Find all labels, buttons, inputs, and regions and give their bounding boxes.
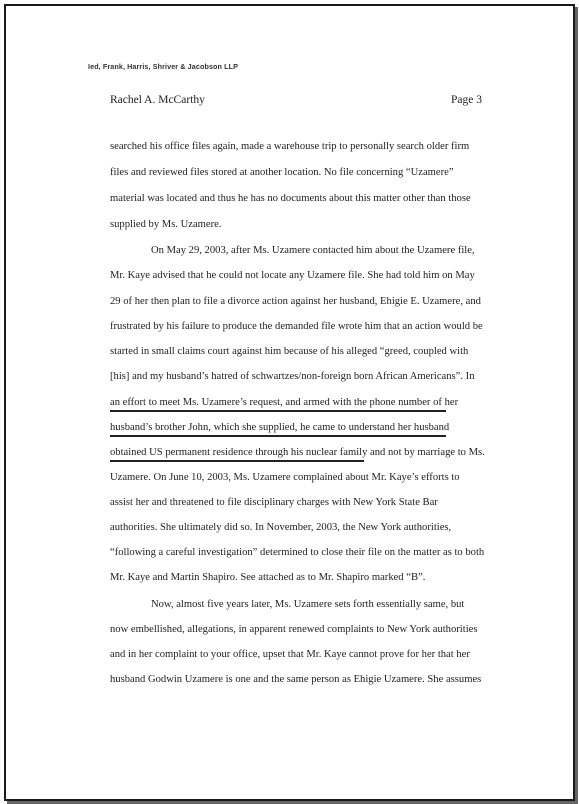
body-line: authorities. She ultimately did so. In November, 2003, the New York authorities, bbox=[110, 522, 452, 533]
underline-mark bbox=[110, 460, 364, 462]
body-line: “following a careful investigation” determined to close their file on the matter as to both bbox=[110, 547, 485, 558]
body-line: 29 of her then plan to file a divorce action against her husband, Ehigie E. Uzamere, and bbox=[110, 296, 481, 307]
body-line: [his] and my husband’s hatred of schwartzes/non-foreign born African Americans”. In bbox=[110, 371, 475, 382]
addressee-name: Rachel A. McCarthy bbox=[110, 94, 205, 106]
body-line-underlined: an effort to meet Ms. Uzamere’s request, and armed with the phone number of her bbox=[110, 397, 459, 408]
body-line: searched his office files again, made a warehouse trip to personally search older firm bbox=[110, 141, 470, 152]
document-page bbox=[4, 4, 575, 801]
underline-mark bbox=[110, 435, 446, 437]
body-line: frustrated by his failure to produce the demanded file wrote him that an action would be bbox=[110, 321, 483, 332]
body-line: Mr. Kaye and Martin Shapiro. See attached as to Mr. Shapiro marked “B”. bbox=[110, 572, 426, 583]
body-line: Now, almost five years later, Ms. Uzamere sets forth essentially same, but bbox=[151, 599, 465, 610]
page-number: Page 3 bbox=[451, 94, 482, 106]
body-line-underlined: obtained US permanent residence through his nuclear family and not by marriage to Ms. bbox=[110, 447, 485, 458]
body-line: husband Godwin Uzamere is one and the same person as Ehigie Uzamere. She assumes bbox=[110, 674, 482, 685]
body-line: On May 29, 2003, after Ms. Uzamere contacted him about the Uzamere file, bbox=[151, 245, 475, 256]
body-line: assist her and threatened to file disciplinary charges with New York State Bar bbox=[110, 497, 438, 508]
body-line: Mr. Kaye advised that he could not locate any Uzamere file. She had told him on May bbox=[110, 270, 475, 281]
underline-mark bbox=[110, 410, 446, 412]
body-line: files and reviewed files stored at another location. No file concerning “Uzamere” bbox=[110, 167, 454, 178]
body-line: Uzamere. On June 10, 2003, Ms. Uzamere complained about Mr. Kaye’s efforts to bbox=[110, 472, 460, 483]
firm-letterhead: Ied, Frank, Harris, Shriver & Jacobson LLP bbox=[88, 62, 238, 71]
body-line-underlined: husband’s brother John, which she supplied, he came to understand her husband bbox=[110, 422, 450, 433]
body-line: now embellished, allegations, in apparent renewed complaints to New York authorities bbox=[110, 624, 478, 635]
body-line: supplied by Ms. Uzamere. bbox=[110, 219, 222, 230]
body-line: and in her complaint to your office, upset that Mr. Kaye cannot prove for her that her bbox=[110, 649, 470, 660]
body-line: started in small claims court against him because of his alleged “greed, coupled with bbox=[110, 346, 469, 357]
body-line: material was located and thus he has no documents about this matter other than those bbox=[110, 193, 471, 204]
